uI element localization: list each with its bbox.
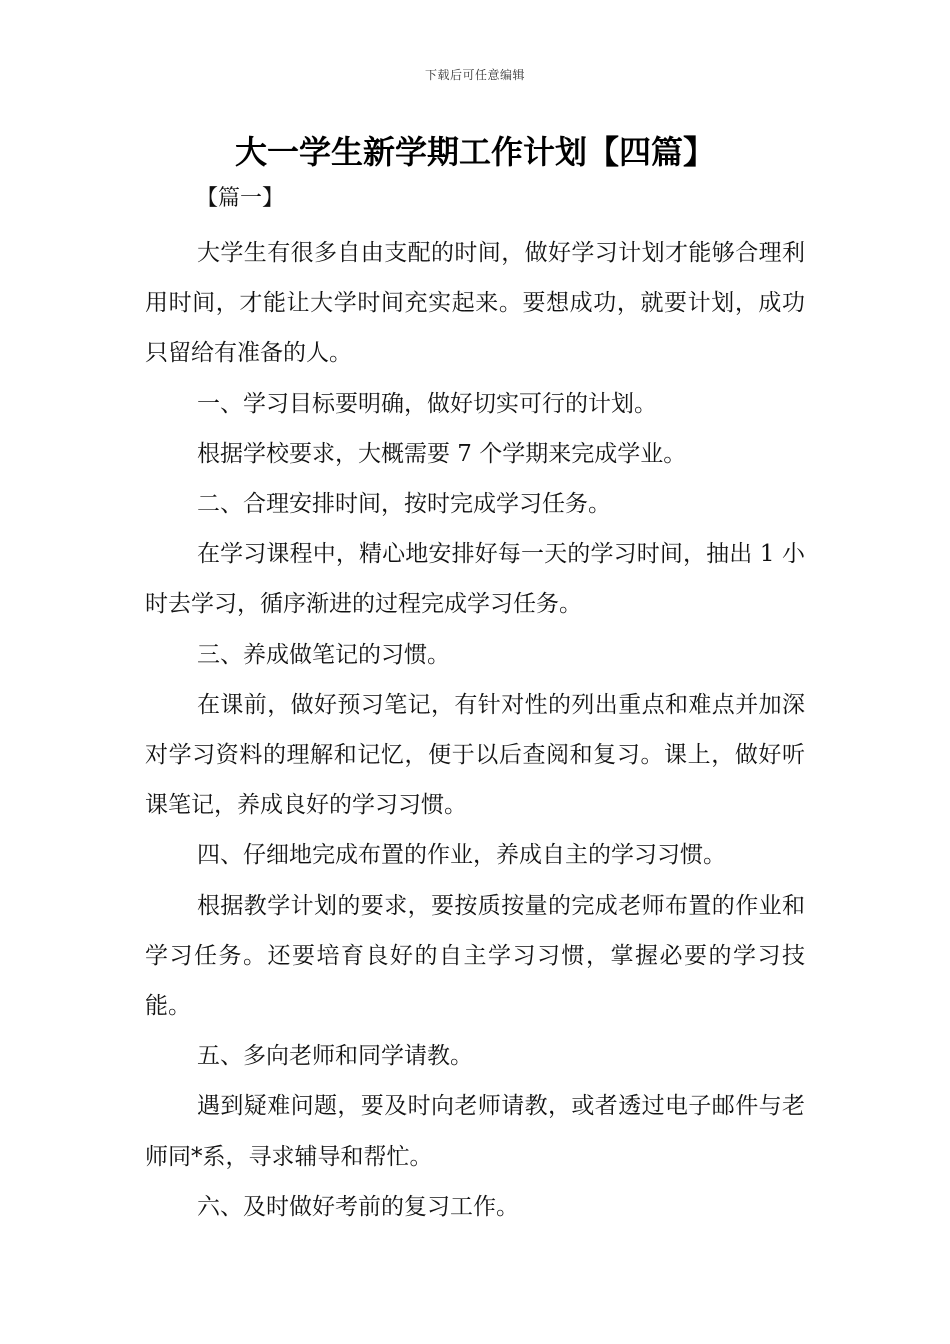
heading-item-4: 四、仔细地完成布置的作业，养成自主的学习习惯。: [197, 842, 726, 869]
paragraph-item-4: 根据教学计划的要求，要按质按量的完成老师布置的作业和学习任务。还要培育良好的自主学习习惯，掌握必要的学习技能。: [145, 892, 805, 1020]
paragraph-item-2: 在学习课程中，精心地安排好每一天的学习时间，抽出 1 小时去学习，循序渐进的过程完成学习任务。: [145, 541, 805, 618]
body-text: [145, 228, 805, 1232]
heading-item-5: 五、多向老师和同学请教。: [197, 1043, 473, 1070]
paragraph-item-5: 遇到疑难问题，要及时向老师请教，或者透过电子邮件与老师同*系，寻求辅导和帮忙。: [145, 1093, 805, 1170]
header-note: 下载后可任意编辑: [424, 68, 525, 82]
paragraph-item-3: 在课前，做好预习笔记，有针对性的列出重点和难点并加深对学习资料的理解和记忆，便于以后查阅和复习。课上，做好听课笔记，养成良好的学习习惯。: [145, 691, 805, 819]
paragraph-intro: 大学生有很多自由支配的时间，做好学习计划才能够合理利用时间，才能让大学时间充实起来。要想成功，就要计划，成功只留给有准备的人。: [145, 240, 805, 367]
document-title: 大一学生新学期工作计划【四篇】: [234, 133, 715, 171]
heading-item-2: 二、合理安排时间，按时完成学习任务。: [197, 491, 611, 518]
paragraph-item-1: 根据学校要求，大概需要 7 个学期来完成学业。: [197, 440, 687, 467]
heading-item-3: 三、养成做笔记的习惯。: [197, 641, 450, 668]
heading-item-6: 六、及时做好考前的复习工作。: [197, 1193, 519, 1220]
section-label: 【篇一】: [196, 186, 285, 211]
heading-item-1: 一、学习目标要明确，做好切实可行的计划。: [197, 390, 657, 417]
